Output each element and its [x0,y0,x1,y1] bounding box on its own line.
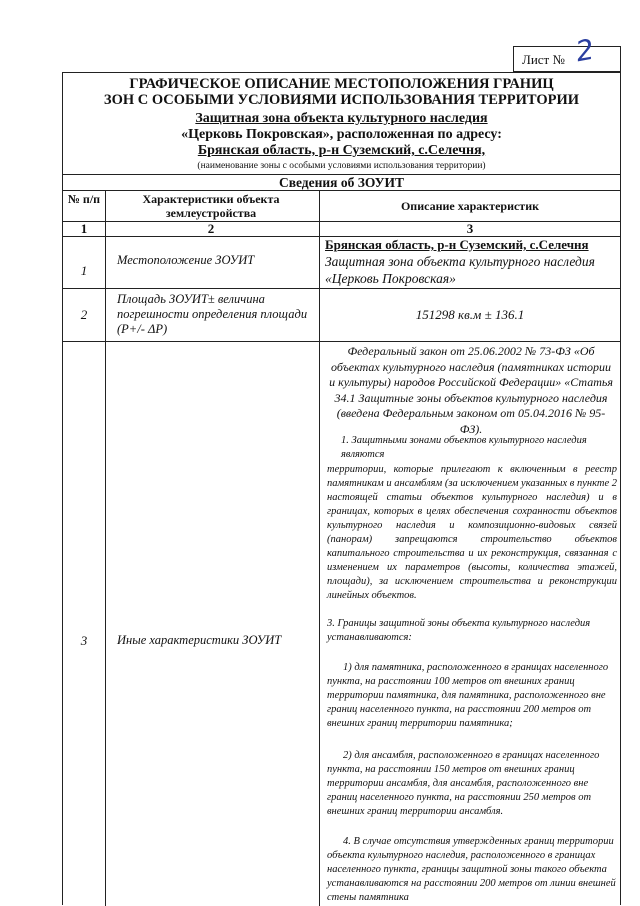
row-3-num: 3 [80,633,88,648]
title-line-1: ГРАФИЧЕСКОЕ ОПИСАНИЕ МЕСТОПОЛОЖЕНИЯ ГРАНИЦ [129,76,554,92]
divider [63,190,620,191]
col-index-2: 2 [207,221,215,236]
divider [63,341,620,342]
divider [63,288,620,289]
clause-1-head: 1. Защитными зонами объектов культурного наследия являются [341,435,587,460]
col-index-3: 3 [466,221,474,236]
clause-3-1: 1) для памятника, расположенного в границах населенного пункта, на расстоянии 100 метров от внешних границ территории памятника, для памятника, расположенного вне границ населенного пункта, на расстоянии 200 метров от внешних границ территории памятника; [327,662,609,729]
row-2-num: 2 [80,307,88,322]
title-line-2: ЗОН С ОСОБЫМИ УСЛОВИЯМИ ИСПОЛЬЗОВАНИЯ ТЕРРИТОРИИ [103,92,580,108]
clause-1-body: территории, которые прилегают к включенным в реестр памятникам и ансамблям (за исключением указанных в пункте 2 настоящей статьи объектов культурного наследия) и в границах, которых в целях обеспечения сохранности объектов культурного наследия и композиционно-видовых связей (панорам) запрещаются строительство объектов капитального строительства и их реконструкция, связанная с изменением их параметров (высоты, количества этажей, площади), за исключением строительства и реконструкции линейных объектов. [327,464,617,601]
law-reference: Федеральный закон от 25.06.2002 № 73-ФЗ «Об объектах культурного наследия (памятниках истории и культуры) народов Российской Федерации» «Статья 34.1 Защитные зоны объектов культурного наследия (введена Федеральным законом от 05.04.2016 № 95-ФЗ). [329,344,613,436]
document-table [62,72,621,905]
col-index-1: 1 [80,221,88,236]
column-divider [105,190,106,906]
clause-3-2: 2) для ансамбля, расположенного в границах населенного пункта, на расстоянии 150 метров от внешних границ территории ансамбля, для ансамбля, расположенного вне границ населенного пункта, на расстоянии 250 метров от внешних границ территории ансамбля. [327,750,600,817]
row-1-description: Защитная зона объекта культурного наследия «Церковь Покровская» [325,254,595,286]
clause-3: 3. Границы защитной зоны объекта культурного наследия устанавливаются: [327,618,591,643]
object-address: Брянская область, р-н Суземский, с.Селечня, [197,143,486,158]
row-2-area: 151298 кв.м ± 136.1 [415,307,525,322]
column-divider [319,190,320,906]
row-2-label: Площадь ЗОУИТ± величина погрешности определения площади (P+/- ΔP) [117,292,308,336]
row-3-label: Иные характеристики ЗОУИТ [117,633,282,647]
sheet-number-box [513,32,621,72]
row-1-num: 1 [80,263,88,278]
col-header-characteristic: Характеристики объекта землеустройства [142,192,280,220]
clause-4: 4. В случае отсутствия утвержденных границ территории объекта культурного наследия, расположенного в границах населенного пункта, границы защитной зоны такого объекта устанавливаются на расстоянии 200 метров от линии внешней стены памятника [327,836,616,903]
row-1-address: Брянская область, р-н Суземский, с.Селечня [325,237,589,252]
object-name: «Церковь Покровская», расположенная по адресу: [181,127,502,142]
sheet-label: Лист № [522,52,565,67]
col-header-num: № п/п [67,192,101,206]
zone-type: Защитная зона объекта культурного наследия [195,111,488,126]
zone-caption: (наименование зоны с особыми условиями использования территории) [197,161,486,171]
col-header-description: Описание характеристик [400,199,540,213]
sheet-number-handwritten: 2 [573,32,597,69]
row-1-label: Местоположение ЗОУИТ [117,253,255,267]
section-title: Сведения об ЗОУИТ [278,175,405,190]
